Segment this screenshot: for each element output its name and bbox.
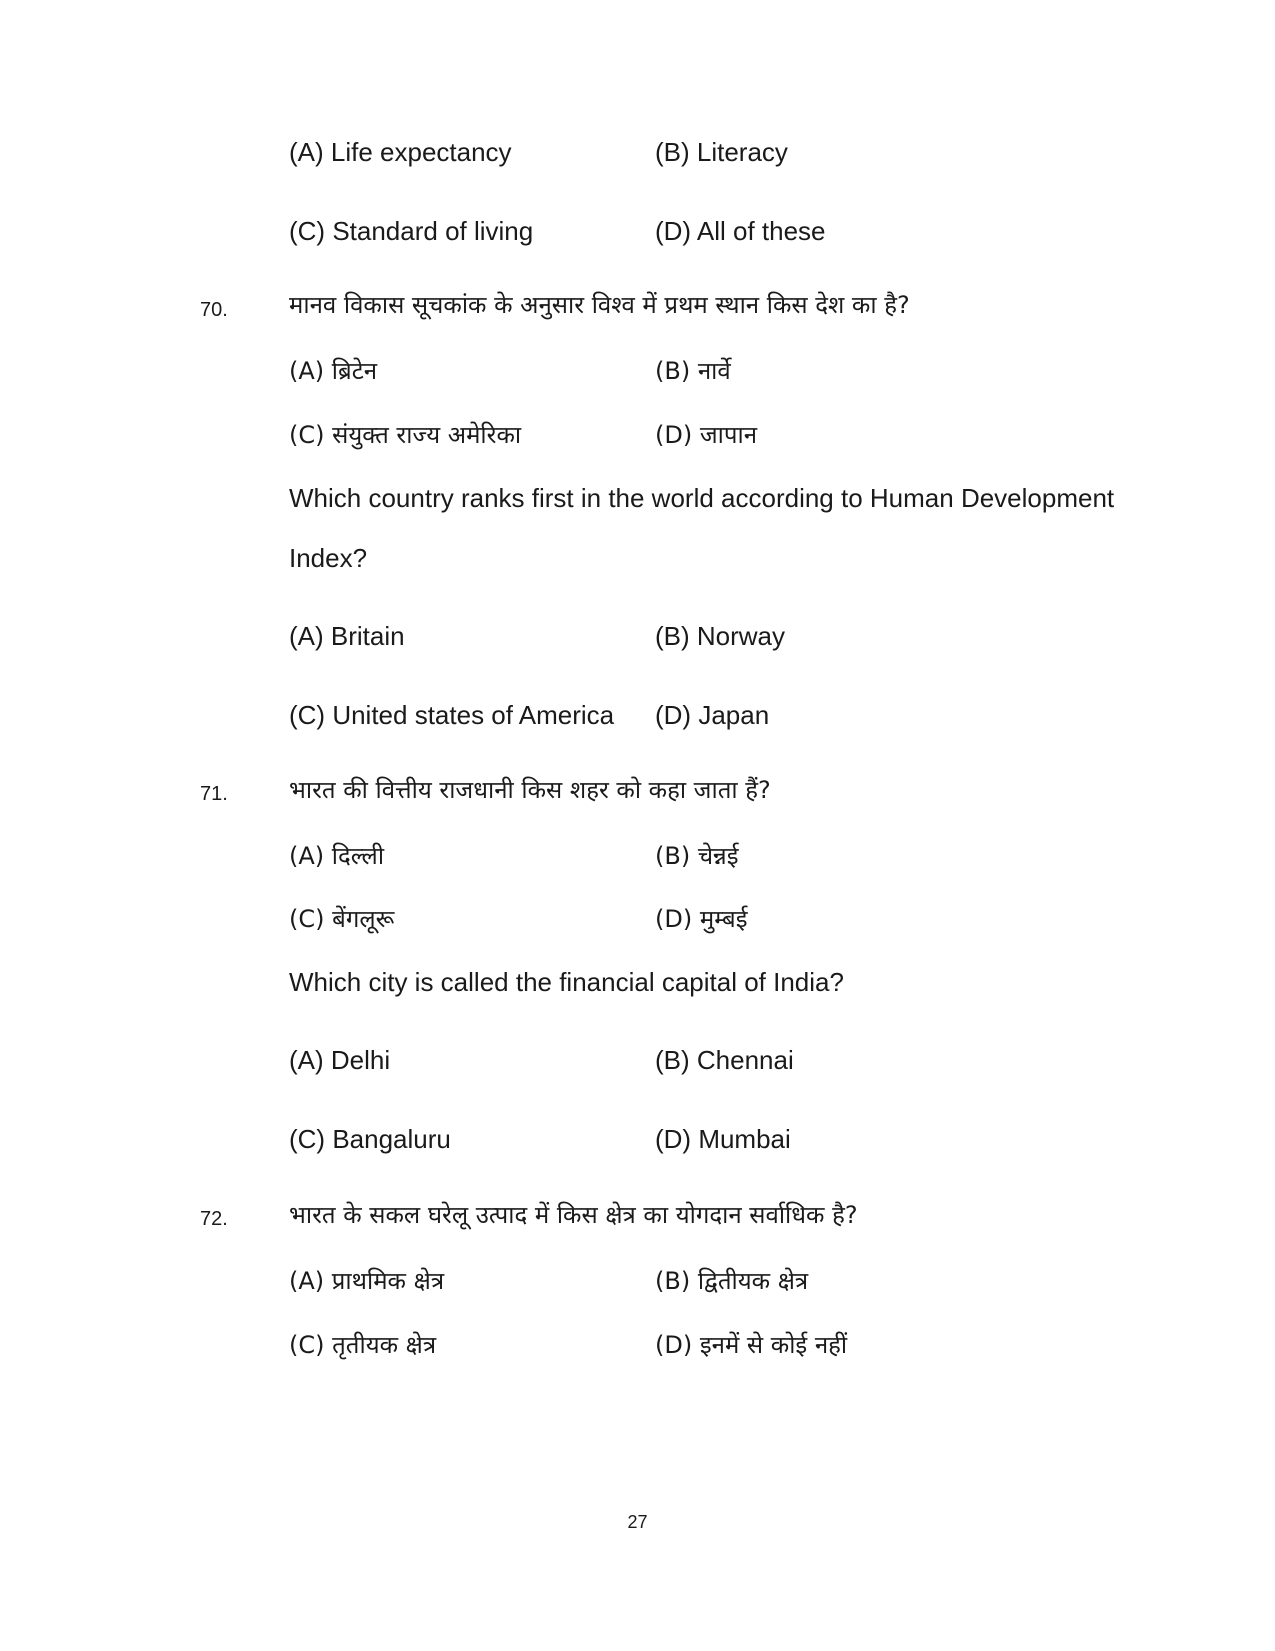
q70-option-c-hindi: (C) संयुक्त राज्य अमेरिका bbox=[289, 421, 522, 449]
q71-option-b: (B) Chennai bbox=[655, 1045, 794, 1075]
q71-number: 71. bbox=[200, 783, 228, 805]
q70-question-english-line2: Index? bbox=[289, 543, 368, 573]
q70-question-english-line1: Which country ranks first in the world according to Human Development bbox=[289, 483, 1115, 513]
q70-number: 70. bbox=[200, 299, 228, 321]
q69-option-c: (C) Standard of living bbox=[289, 216, 534, 246]
q69-option-b: (B) Literacy bbox=[655, 137, 788, 167]
q71-option-c: (C) Bangaluru bbox=[289, 1124, 451, 1154]
q70-option-c: (C) United states of America bbox=[289, 700, 615, 730]
q72-option-a-hindi: (A) प्राथमिक क्षेत्र bbox=[289, 1267, 445, 1295]
q72-option-d-hindi: (D) इनमें से कोई नहीं bbox=[655, 1331, 848, 1359]
q70-option-d: (D) Japan bbox=[655, 700, 770, 730]
q72-option-c-hindi: (C) तृतीयक क्षेत्र bbox=[289, 1331, 437, 1359]
q71-option-b-hindi: (B) चेन्नई bbox=[655, 842, 739, 870]
q71-option-d: (D) Mumbai bbox=[655, 1124, 791, 1154]
q71-option-a-hindi: (A) दिल्ली bbox=[289, 842, 385, 870]
q72-question-hindi: भारत के सकल घरेलू उत्पाद में किस क्षेत्र का योगदान सर्वाधिक है? bbox=[289, 1201, 858, 1229]
q70-question-hindi: मानव विकास सूचकांक के अनुसार विश्व में प्रथम स्थान किस देश का है? bbox=[289, 291, 910, 319]
q72-number: 72. bbox=[200, 1208, 228, 1230]
page-number: 27 bbox=[627, 1512, 648, 1532]
q71-question-english: Which city is called the financial capital of India? bbox=[289, 967, 844, 997]
q70-option-b: (B) Norway bbox=[655, 621, 786, 651]
q70-option-a-hindi: (A) ब्रिटेन bbox=[289, 357, 378, 385]
q71-option-a: (A) Delhi bbox=[289, 1045, 391, 1075]
q70-option-a: (A) Britain bbox=[289, 621, 405, 651]
q70-option-d-hindi: (D) जापान bbox=[655, 421, 758, 449]
q69-option-d: (D) All of these bbox=[655, 216, 826, 246]
q72-option-b-hindi: (B) द्वितीयक क्षेत्र bbox=[655, 1267, 809, 1295]
q71-option-d-hindi: (D) मुम्बई bbox=[655, 905, 748, 933]
q71-question-hindi: भारत की वित्तीय राजधानी किस शहर को कहा जाता हैं? bbox=[289, 776, 771, 804]
q70-option-b-hindi: (B) नार्वे bbox=[655, 357, 731, 385]
q69-option-a: (A) Life expectancy bbox=[289, 137, 512, 167]
q71-option-c-hindi: (C) बेंगलूरू bbox=[289, 905, 395, 933]
